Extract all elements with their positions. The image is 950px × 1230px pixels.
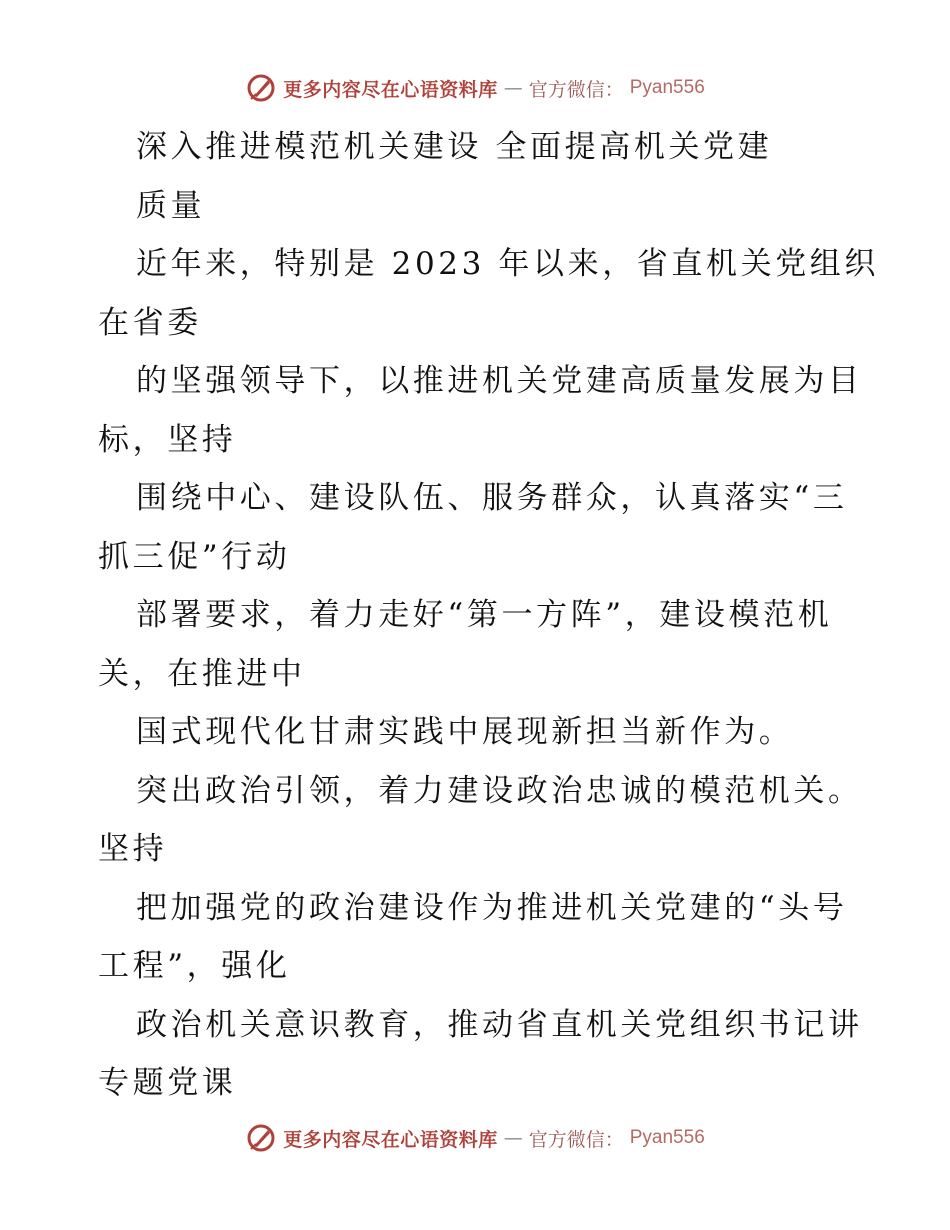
quill-logo-icon [245,72,277,104]
text-line: 深入推进模范机关建设 全面提高机关党建 [136,129,773,165]
text-line: 工程”，强化 [98,948,291,984]
text-line: 把加强党的政治建设作为推进机关党建的“头号 [136,889,848,926]
footer-watermark [0,1122,950,1154]
text-line: 国式现代化甘肃实践中展现新担当新作为。 [136,714,794,750]
watermark-brand: 更多内容尽在心语资料库 [283,78,498,101]
watermark-wechat-label: 官方微信： [528,1128,624,1151]
quill-logo-icon [245,1122,277,1154]
watermark-wechat-id: Pyan556 [629,1127,705,1148]
text-line: 部署要求，着力走好“第一方阵”，建设模范机 [136,597,833,633]
watermark-wechat-id: Pyan556 [629,77,705,98]
text-line: 近年来，特别是 2023 年以来，省直机关党组织 [136,246,879,282]
watermark-wechat-label: 官方微信： [528,78,624,101]
text-line: 围绕中心、建设队伍、服务群众，认真落实“三 [136,480,848,516]
text-line: 坚持 [98,831,168,867]
text-line: 突出政治引领，着力建设政治忠诚的模范机关。 [136,772,863,809]
watermark-brand: 更多内容尽在心语资料库 [283,1128,498,1151]
text-line: 政治机关意识教育，推动省直机关党组织书记讲 [136,1006,863,1043]
text-line: 专题党课 [98,1065,237,1101]
watermark-dash: — [503,1127,523,1149]
text-line: 质量 [136,187,206,224]
text-line: 的坚强领导下，以推进机关党建高质量发展为目 [136,363,863,399]
header-watermark [0,72,950,104]
watermark-dash: — [503,77,523,99]
text-line: 关，在推进中 [98,655,306,692]
text-line: 标，坚持 [98,421,237,458]
text-line: 抓三促”行动 [98,538,291,575]
document-body [98,118,879,1113]
text-line: 在省委 [98,304,202,341]
